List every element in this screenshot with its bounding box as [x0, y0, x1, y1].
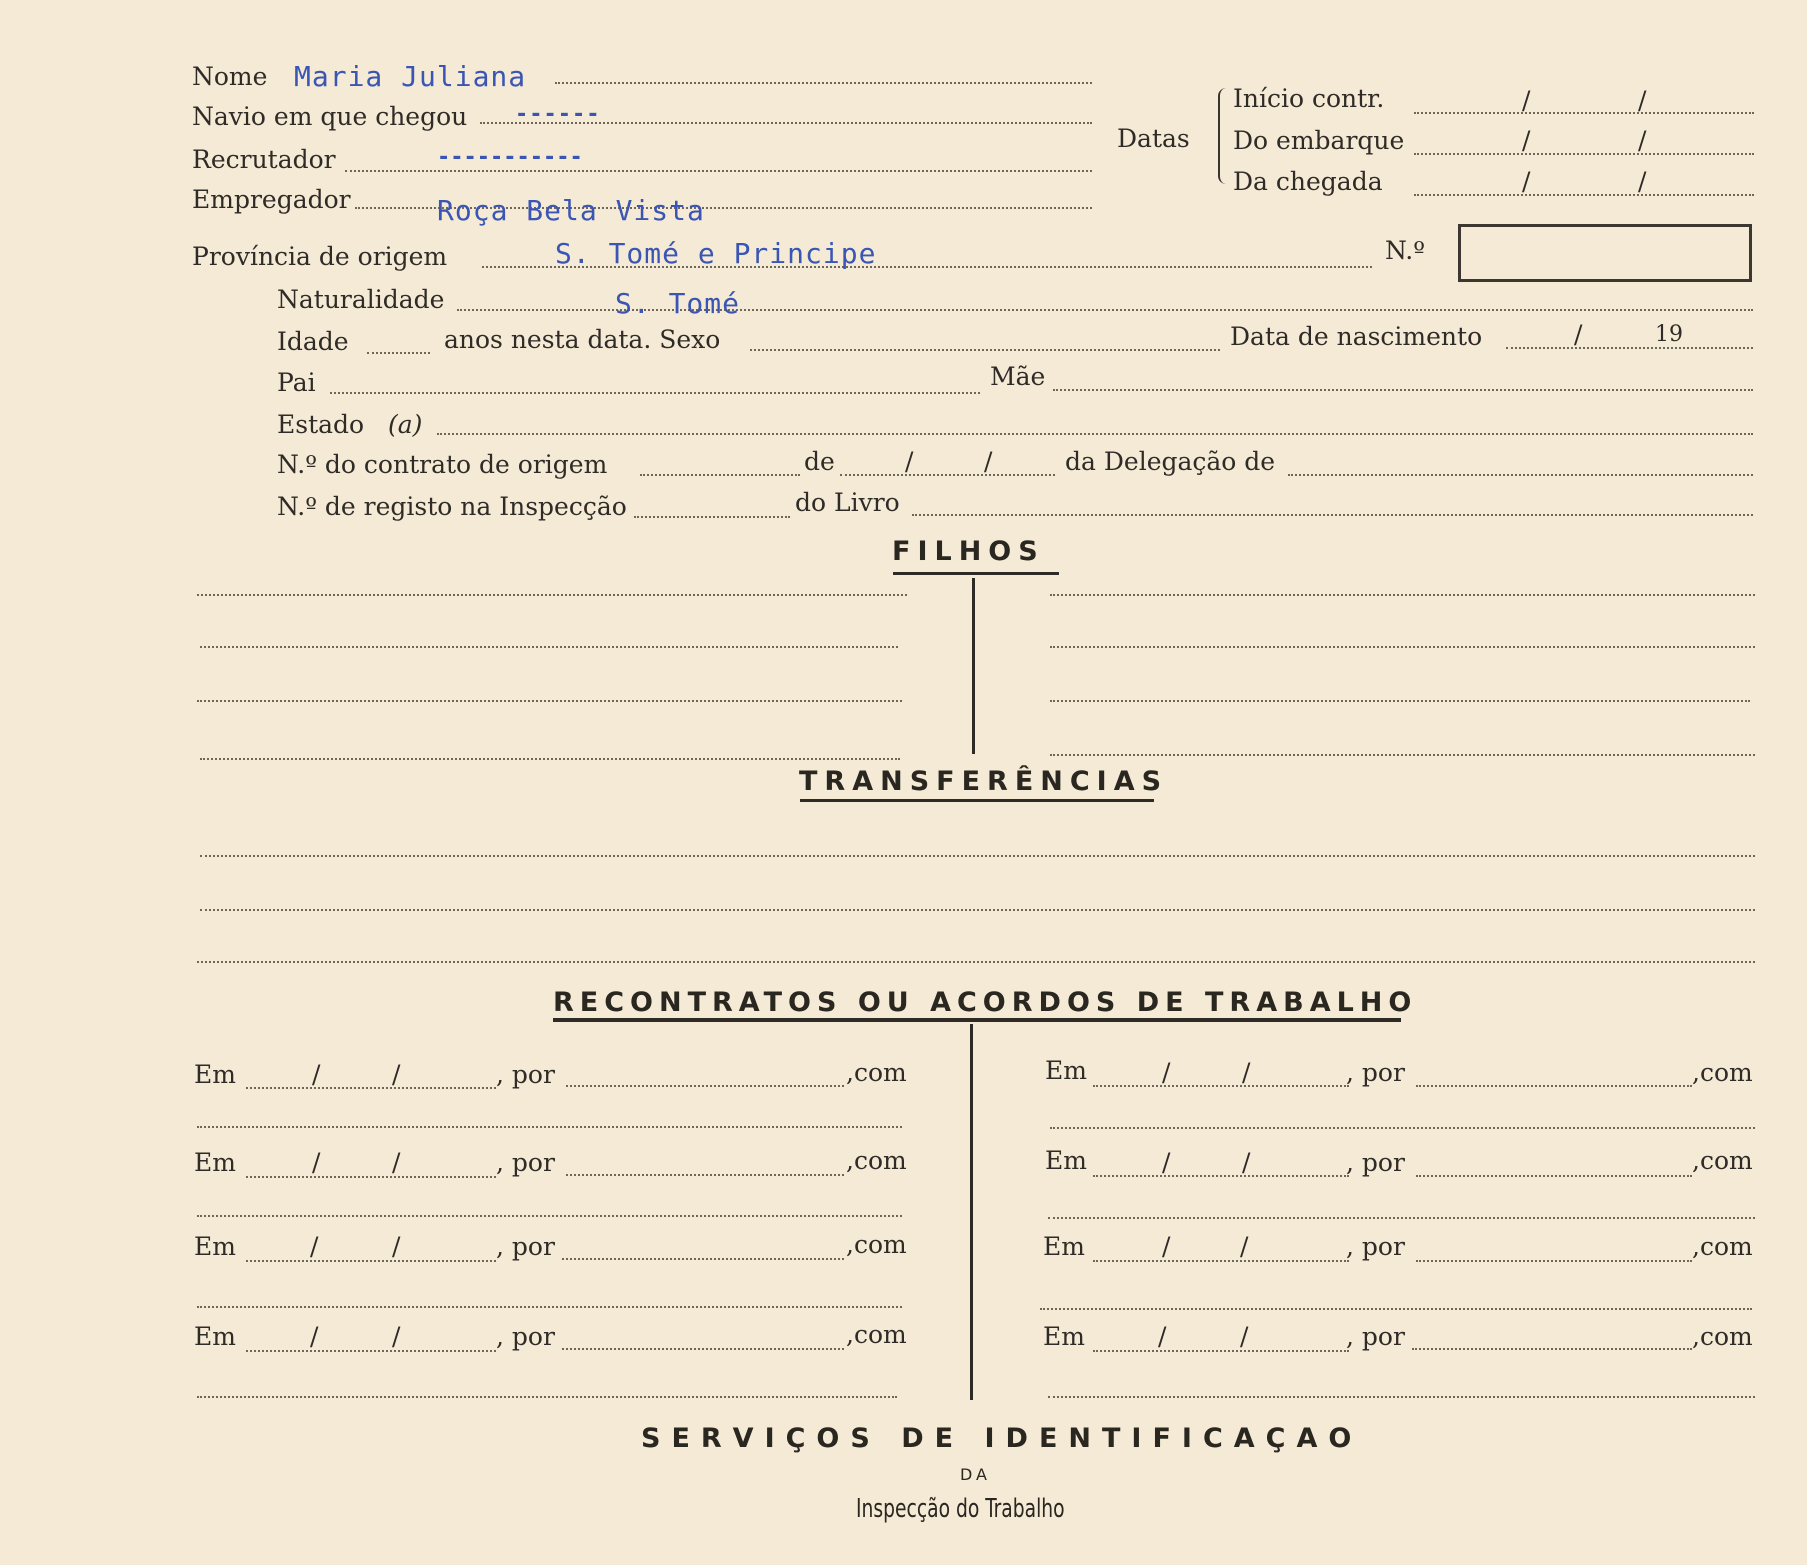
filhos-underline: [893, 572, 1059, 575]
recontrato-por-line: [562, 1348, 844, 1350]
estado-line: [437, 433, 1753, 435]
recontrato-detail-line: [197, 1306, 902, 1308]
nascimento-line: [1506, 347, 1753, 349]
numero-label: N.º: [1385, 236, 1425, 265]
pai-line: [330, 392, 980, 394]
recontrato-date-line: [246, 1260, 496, 1262]
provincia-label: Província de origem: [192, 242, 448, 271]
recontrato-date-line: [1093, 1350, 1349, 1352]
em-label: Em: [1045, 1056, 1087, 1085]
slash: /: [1240, 1322, 1249, 1351]
recontrato-detail-line: [1048, 1217, 1755, 1219]
slash: /: [1638, 167, 1647, 196]
slash: /: [1240, 1232, 1249, 1261]
recontrato-date-line: [1093, 1085, 1349, 1087]
em-label: Em: [1043, 1232, 1085, 1261]
recontrato-detail-line: [197, 1126, 902, 1128]
slash: /: [310, 1322, 319, 1351]
por-label: , por: [496, 1322, 555, 1351]
recontrato-detail-line: [1050, 1127, 1755, 1129]
com-label: ,com: [846, 1146, 907, 1175]
com-label: ,com: [1692, 1232, 1753, 1261]
filhos-line-right: [1050, 754, 1755, 756]
slash: /: [1522, 126, 1531, 155]
filhos-divider: [972, 578, 975, 754]
com-label: ,com: [1692, 1322, 1753, 1351]
filhos-line-right: [1050, 700, 1750, 702]
com-label: ,com: [846, 1058, 907, 1087]
recontrato-date-line: [246, 1087, 496, 1089]
filhos-line-left: [200, 646, 898, 648]
transferencias-heading: TRANSFERÊNCIAS: [799, 766, 1169, 797]
recontrato-detail-line: [1040, 1308, 1752, 1310]
estado-note: (a): [388, 410, 423, 439]
por-label: , por: [496, 1060, 555, 1089]
recontrato-por-line: [1412, 1348, 1692, 1350]
delegacao-label: da Delegação de: [1065, 447, 1276, 476]
contrato-label: N.º do contrato de origem: [277, 450, 608, 479]
por-label: , por: [496, 1148, 555, 1177]
nome-line: [555, 82, 1092, 84]
slash: /: [312, 1148, 321, 1177]
recontrato-detail-line: [1048, 1396, 1755, 1398]
navio-label: Navio em que chegou: [192, 102, 468, 131]
filhos-line-left: [197, 700, 902, 702]
por-label: , por: [1346, 1322, 1405, 1351]
filhos-line-right: [1050, 594, 1755, 596]
footer-inspeccao: Inspecção do Trabalho: [856, 1494, 1065, 1524]
em-label: Em: [194, 1060, 236, 1089]
com-label: ,com: [846, 1230, 907, 1259]
nascimento-year: 19: [1655, 322, 1683, 347]
recontrato-por-line: [1416, 1175, 1692, 1177]
slash: /: [1242, 1148, 1251, 1177]
slash: /: [1574, 320, 1583, 349]
pai-label: Pai: [277, 368, 316, 397]
contrato-line: [640, 474, 800, 476]
contrato-date-line: [840, 474, 1055, 476]
recrutador-line: [345, 170, 1092, 172]
recontrato-por-line: [1416, 1085, 1692, 1087]
recontratos-divider: [970, 1024, 973, 1400]
recontratos-heading: RECONTRATOS OU ACORDOS DE TRABALHO: [553, 987, 1418, 1018]
footer-da: DA: [960, 1465, 991, 1484]
livro-line: [912, 514, 1753, 516]
numero-box: [1458, 224, 1752, 282]
slash: /: [392, 1148, 401, 1177]
empregador-label: Empregador: [192, 185, 351, 214]
empregador-value: Roça Bela Vista: [437, 194, 705, 227]
slash: /: [984, 447, 993, 476]
por-label: , por: [1346, 1148, 1405, 1177]
anos-sexo-label: anos nesta data. Sexo: [444, 325, 721, 354]
sexo-line: [750, 349, 1220, 351]
recontrato-por-line: [1416, 1260, 1692, 1262]
recontrato-por-line: [566, 1174, 844, 1176]
naturalidade-label: Naturalidade: [277, 285, 445, 314]
slash: /: [905, 447, 914, 476]
navio-value: ------: [515, 102, 601, 127]
filhos-heading: FILHOS: [892, 536, 1045, 567]
slash: /: [1162, 1232, 1171, 1261]
slash: /: [1242, 1058, 1251, 1087]
mae-label: Mãe: [990, 362, 1046, 391]
datas-embarque-label: Do embarque: [1233, 126, 1405, 155]
datas-inicio-line: [1414, 112, 1754, 114]
recrutador-value: -----------: [437, 145, 583, 170]
recontrato-date-line: [1093, 1175, 1349, 1177]
datas-inicio-label: Início contr.: [1233, 84, 1385, 113]
recontrato-date-line: [246, 1350, 496, 1352]
nome-label: Nome: [192, 62, 268, 91]
por-label: , por: [1346, 1232, 1405, 1261]
slash: /: [1162, 1148, 1171, 1177]
slash: /: [1522, 167, 1531, 196]
recontrato-date-line: [1093, 1260, 1349, 1262]
datas-chegada-line: [1414, 194, 1754, 196]
transferencias-line: [197, 961, 1755, 963]
slash: /: [392, 1232, 401, 1261]
recontrato-detail-line: [197, 1396, 897, 1398]
slash: /: [312, 1060, 321, 1089]
datas-chegada-label: Da chegada: [1233, 167, 1383, 196]
com-label: ,com: [1692, 1146, 1753, 1175]
transferencias-line: [200, 909, 1755, 911]
recontrato-detail-line: [197, 1215, 902, 1217]
datas-label: Datas: [1117, 124, 1190, 153]
filhos-line-left: [200, 758, 900, 760]
recontrato-por-line: [566, 1085, 844, 1087]
datas-brace: [1218, 88, 1230, 184]
nome-value: Maria Juliana: [294, 60, 527, 93]
slash: /: [1162, 1058, 1171, 1087]
idade-line: [367, 352, 430, 354]
com-label: ,com: [1692, 1058, 1753, 1087]
contrato-de-label: de: [804, 447, 835, 476]
transferencias-line: [200, 855, 1755, 857]
slash: /: [392, 1322, 401, 1351]
filhos-line-left: [197, 594, 907, 596]
slash: /: [392, 1060, 401, 1089]
datas-embarque-line: [1414, 153, 1754, 155]
recontrato-por-line: [562, 1258, 844, 1260]
em-label: Em: [194, 1322, 236, 1351]
footer-title: SERVIÇOS DE IDENTIFICAÇAO: [641, 1423, 1363, 1454]
por-label: , por: [1346, 1058, 1405, 1087]
delegacao-line: [1288, 474, 1753, 476]
livro-label: do Livro: [795, 488, 900, 517]
recrutador-label: Recrutador: [192, 145, 336, 174]
registo-line: [634, 516, 790, 518]
recontratos-underline: [553, 1018, 1401, 1022]
com-label: ,com: [846, 1320, 907, 1349]
transferencias-underline: [800, 799, 1154, 802]
idade-label: Idade: [277, 327, 349, 356]
em-label: Em: [1043, 1322, 1085, 1351]
recontrato-date-line: [246, 1176, 496, 1178]
slash: /: [1638, 126, 1647, 155]
estado-label: Estado: [277, 410, 365, 439]
slash: /: [1638, 86, 1647, 115]
em-label: Em: [1045, 1146, 1087, 1175]
em-label: Em: [194, 1148, 236, 1177]
naturalidade-value: S. Tomé: [615, 287, 741, 320]
filhos-line-right: [1050, 646, 1755, 648]
mae-line: [1053, 389, 1753, 391]
slash: /: [1158, 1322, 1167, 1351]
provincia-value: S. Tomé e Principe: [555, 237, 877, 270]
por-label: , por: [496, 1232, 555, 1261]
slash: /: [1522, 86, 1531, 115]
nascimento-label: Data de nascimento: [1230, 322, 1483, 351]
slash: /: [310, 1232, 319, 1261]
registo-label: N.º de registo na Inspecção: [277, 492, 627, 521]
em-label: Em: [194, 1232, 236, 1261]
